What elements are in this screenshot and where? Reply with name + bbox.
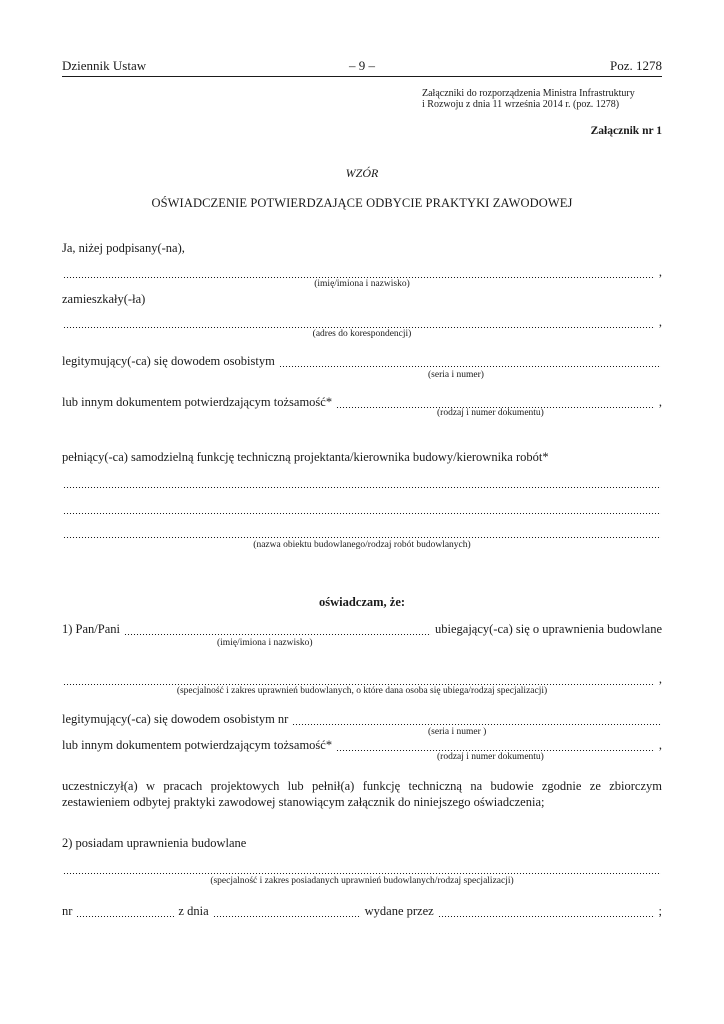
own-specialty-dots <box>63 862 661 876</box>
semicolon: ; <box>658 904 662 918</box>
applicant-field[interactable] <box>62 621 662 637</box>
journal-name: Dziennik Ustaw <box>62 58 147 73</box>
id-document-field[interactable] <box>62 353 662 369</box>
attachment-label: Załącznik nr 1 <box>590 125 662 137</box>
applicant-specialty-dots <box>63 673 655 687</box>
applicant-other-document-dots <box>336 739 655 753</box>
license-details-field[interactable] <box>62 903 662 919</box>
object-dots-3 <box>63 526 661 540</box>
date-dots <box>213 905 361 919</box>
annex-note <box>422 88 662 110</box>
address-field[interactable] <box>62 314 662 330</box>
position-number: Poz. 1278 <box>610 58 662 73</box>
object-caption: (nazwa obiektu budowlanego/rodzaj robót budowlanych) <box>253 540 471 550</box>
object-dots-1 <box>63 476 661 490</box>
name-field[interactable] <box>62 264 662 280</box>
template-label: WZÓR <box>345 166 379 180</box>
document-title: OŚWIADCZENIE POTWIERDZAJĄCE ODBYCIE PRAKTYKI ZAWODOWEJ <box>151 196 573 210</box>
comma: , <box>658 265 662 279</box>
applicant-id-label: legitymujący(-ca) się dowodem osobistym nr <box>62 712 289 726</box>
object-line-2[interactable] <box>62 500 662 516</box>
resident-label: zamieszkały(-ła) <box>62 292 146 306</box>
header-divider <box>62 76 662 77</box>
address-caption: (adres do korespondencji) <box>312 329 412 339</box>
nr-label: nr <box>62 904 73 918</box>
participation-paragraph: uczestniczył(a) w pracach projektowych lub pełnił(a) funkcję techniczną na budowie zgodnie ze zbiorczym zestawieniem odbytej praktyki zawodowej stanowiącym załącznik do niniejszego oświadczenia; <box>62 779 662 809</box>
other-document-caption: (rodzaj i numer dokumentu) <box>437 408 544 418</box>
applicant-id-dots <box>292 713 661 727</box>
function-label: pełniący(-ca) samodzielną funkcję techniczną projektanta/kierownika budowy/kierownika robót* <box>62 450 549 464</box>
annex-note-line1: Załączniki do rozporządzenia Ministra Infrastruktury <box>422 88 635 99</box>
id-document-dots <box>279 355 661 369</box>
comma: , <box>658 672 662 686</box>
name-dots <box>63 266 655 280</box>
applicant-other-document-field[interactable] <box>62 737 662 753</box>
section2-heading: 2) posiadam uprawnienia budowlane <box>62 836 247 850</box>
z-dnia-label: z dnia <box>178 904 209 918</box>
comma: , <box>658 738 662 752</box>
page-header <box>62 58 662 76</box>
applying-label: ubiegający(-ca) się o uprawnienia budowlane <box>435 622 662 636</box>
object-line-3[interactable] <box>62 524 662 540</box>
name-caption: (imię/imiona i nazwisko) <box>314 279 410 289</box>
object-line-1[interactable] <box>62 474 662 490</box>
applicant-id-field[interactable] <box>62 711 662 727</box>
applicant-dots <box>124 623 431 637</box>
own-specialty-caption: (specjalność i zakres posiadanych uprawnień budowlanych/rodzaj specjalizacji) <box>210 876 514 886</box>
own-specialty-field[interactable] <box>62 860 662 876</box>
document-page <box>62 0 662 1024</box>
applicant-other-document-label: lub innym dokumentem potwierdzającym tożsamość* <box>62 738 333 752</box>
other-document-field[interactable] <box>62 394 662 410</box>
annex-note-line2: i Rozwoju z dnia 11 września 2014 r. (poz. 1278) <box>422 99 620 110</box>
comma: , <box>658 315 662 329</box>
undersigned-label: Ja, niżej podpisany(-na), <box>62 241 185 255</box>
issuer-dots <box>438 905 655 919</box>
nr-dots <box>76 905 174 919</box>
applicant-other-document-caption: (rodzaj i numer dokumentu) <box>437 752 544 762</box>
comma: , <box>658 395 662 409</box>
page-number: – 9 – <box>349 58 375 73</box>
address-dots <box>63 316 655 330</box>
declare-heading: oświadczam, że: <box>318 595 406 609</box>
applicant-specialty-caption: (specjalność i zakres uprawnień budowlanych, o które dana osoba się ubiega/rodzaj specjalizacji) <box>176 686 548 696</box>
applicant-name-caption: (imię/imiona i nazwisko) <box>217 638 313 648</box>
pan-pani-label: 1) Pan/Pani <box>62 622 120 636</box>
applicant-id-caption: (seria i numer ) <box>428 727 487 737</box>
other-document-label: lub innym dokumentem potwierdzającym tożsamość* <box>62 395 333 409</box>
id-series-caption: (seria i numer) <box>428 370 484 380</box>
object-dots-2 <box>63 502 661 516</box>
issued-by-label: wydane przez <box>364 904 434 918</box>
applicant-specialty-field[interactable] <box>62 671 662 687</box>
id-document-label: legitymujący(-ca) się dowodem osobistym <box>62 354 275 368</box>
